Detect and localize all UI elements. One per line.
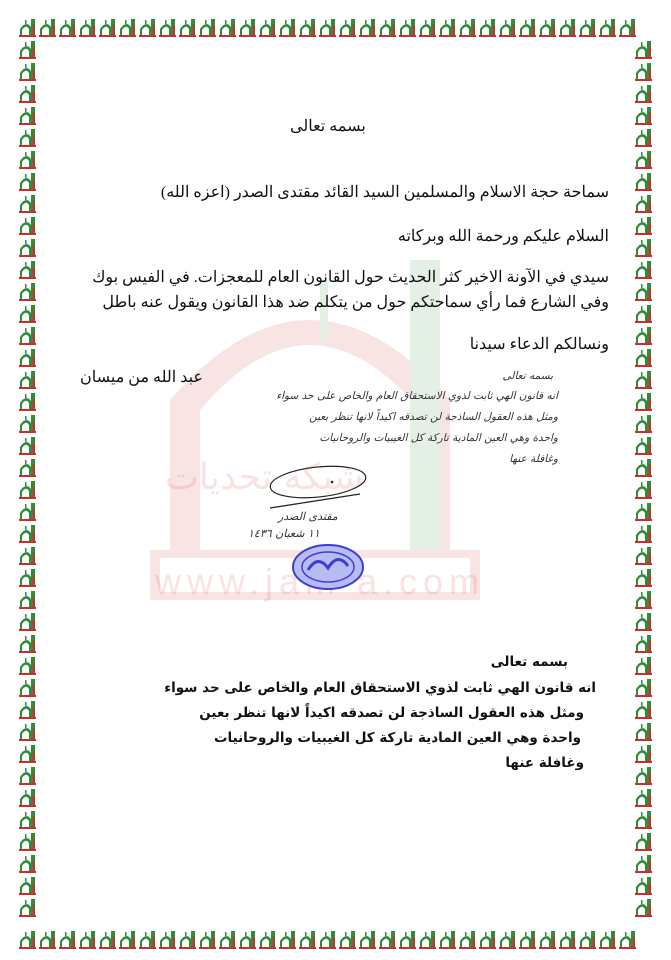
border-mosque-icon	[18, 720, 38, 742]
border-mosque-icon	[378, 16, 398, 38]
border-mosque-icon	[18, 16, 38, 38]
border-mosque-icon	[118, 16, 138, 38]
bottom-border	[18, 928, 638, 950]
border-mosque-icon	[18, 808, 38, 830]
border-mosque-icon	[18, 786, 38, 808]
border-mosque-icon	[158, 928, 178, 950]
border-mosque-icon	[634, 830, 654, 852]
right-border	[634, 38, 654, 918]
handwritten-line-3: ومثل هذه العقول الساذجة لن تصدقه اكيداً لانها تنظر بعين	[309, 411, 558, 423]
border-mosque-icon	[458, 16, 478, 38]
border-mosque-icon	[258, 16, 278, 38]
border-mosque-icon	[38, 16, 58, 38]
border-mosque-icon	[18, 434, 38, 456]
border-mosque-icon	[18, 214, 38, 236]
official-stamp	[290, 542, 366, 592]
handwritten-line-1: بسمه تعالى	[502, 370, 553, 382]
border-mosque-icon	[18, 170, 38, 192]
transcription-line-3: ومثل هذه العقول الساذجة لن تصدقه اكيداً لانها تنظر بعين	[199, 705, 584, 721]
border-mosque-icon	[634, 764, 654, 786]
border-mosque-icon	[478, 928, 498, 950]
border-mosque-icon	[634, 280, 654, 302]
border-mosque-icon	[18, 588, 38, 610]
signature	[250, 462, 380, 512]
border-mosque-icon	[18, 522, 38, 544]
border-mosque-icon	[634, 170, 654, 192]
border-mosque-icon	[58, 928, 78, 950]
border-mosque-icon	[278, 928, 298, 950]
border-mosque-icon	[258, 928, 278, 950]
border-mosque-icon	[78, 928, 98, 950]
border-mosque-icon	[238, 928, 258, 950]
border-mosque-icon	[18, 500, 38, 522]
border-mosque-icon	[138, 928, 158, 950]
transcription-line-5: وغافلة عنها	[505, 755, 584, 771]
border-mosque-icon	[618, 16, 638, 38]
border-mosque-icon	[518, 16, 538, 38]
border-mosque-icon	[558, 928, 578, 950]
border-mosque-icon	[118, 928, 138, 950]
border-mosque-icon	[338, 16, 358, 38]
border-mosque-icon	[634, 104, 654, 126]
border-mosque-icon	[418, 928, 438, 950]
border-mosque-icon	[634, 500, 654, 522]
letter-address: سماحة حجة الاسلام والمسلمين السيد القائد مقتدى الصدر (اعزه الله)	[160, 184, 609, 201]
border-mosque-icon	[18, 610, 38, 632]
border-mosque-icon	[634, 742, 654, 764]
border-mosque-icon	[318, 16, 338, 38]
border-mosque-icon	[278, 16, 298, 38]
signature-name: مقتدى الصدر	[278, 510, 338, 523]
border-mosque-icon	[634, 808, 654, 830]
border-mosque-icon	[18, 192, 38, 214]
border-mosque-icon	[634, 258, 654, 280]
top-border	[18, 16, 638, 38]
border-mosque-icon	[558, 16, 578, 38]
border-mosque-icon	[634, 654, 654, 676]
border-mosque-icon	[58, 16, 78, 38]
border-mosque-icon	[18, 236, 38, 258]
border-mosque-icon	[634, 346, 654, 368]
border-mosque-icon	[18, 280, 38, 302]
border-mosque-icon	[298, 928, 318, 950]
border-mosque-icon	[18, 544, 38, 566]
border-mosque-icon	[18, 126, 38, 148]
border-mosque-icon	[634, 148, 654, 170]
border-mosque-icon	[634, 676, 654, 698]
letter-closing: ونسالكم الدعاء سيدنا	[469, 336, 609, 353]
border-mosque-icon	[518, 928, 538, 950]
border-mosque-icon	[18, 676, 38, 698]
handwritten-line-5: وغافلة عنها	[509, 453, 558, 465]
border-mosque-icon	[634, 632, 654, 654]
border-mosque-icon	[498, 928, 518, 950]
border-mosque-icon	[634, 192, 654, 214]
border-mosque-icon	[18, 38, 38, 60]
border-mosque-icon	[478, 16, 498, 38]
border-mosque-icon	[578, 16, 598, 38]
border-mosque-icon	[18, 566, 38, 588]
border-mosque-icon	[198, 16, 218, 38]
border-mosque-icon	[18, 742, 38, 764]
border-mosque-icon	[18, 302, 38, 324]
border-mosque-icon	[634, 390, 654, 412]
border-mosque-icon	[418, 16, 438, 38]
border-mosque-icon	[634, 126, 654, 148]
border-mosque-icon	[634, 874, 654, 896]
border-mosque-icon	[198, 928, 218, 950]
border-mosque-icon	[634, 698, 654, 720]
border-mosque-icon	[634, 610, 654, 632]
letter-body-line-1: سيدي في الآونة الاخير كثر الحديث حول القانون العام للمعجزات. في الفيس بوك	[92, 269, 609, 286]
border-mosque-icon	[358, 16, 378, 38]
border-mosque-icon	[18, 324, 38, 346]
left-border	[18, 38, 38, 918]
border-mosque-icon	[634, 456, 654, 478]
border-mosque-icon	[18, 478, 38, 500]
signature-date: ١١ شعبان ١٤٣٦	[248, 527, 320, 540]
border-mosque-icon	[18, 368, 38, 390]
border-mosque-icon	[634, 896, 654, 918]
letter-greeting: السلام عليكم ورحمة الله وبركاته	[397, 228, 609, 245]
border-mosque-icon	[634, 214, 654, 236]
border-mosque-icon	[18, 654, 38, 676]
border-mosque-icon	[18, 830, 38, 852]
border-mosque-icon	[18, 104, 38, 126]
transcription-line-1: بسمه تعالى	[490, 654, 568, 670]
border-mosque-icon	[438, 928, 458, 950]
border-mosque-icon	[18, 148, 38, 170]
border-mosque-icon	[498, 16, 518, 38]
border-mosque-icon	[378, 928, 398, 950]
border-mosque-icon	[218, 16, 238, 38]
border-mosque-icon	[18, 60, 38, 82]
border-mosque-icon	[18, 928, 38, 950]
border-mosque-icon	[634, 478, 654, 500]
border-mosque-icon	[78, 16, 98, 38]
border-mosque-icon	[598, 928, 618, 950]
border-mosque-icon	[18, 852, 38, 874]
border-mosque-icon	[158, 16, 178, 38]
letter-body-line-2: وفي الشارع فما رأي سماحتكم حول من يتكلم ضد هذا القانون ويقول عنه باطل	[102, 294, 609, 311]
border-mosque-icon	[634, 852, 654, 874]
border-mosque-icon	[634, 38, 654, 60]
border-mosque-icon	[634, 412, 654, 434]
border-mosque-icon	[138, 16, 158, 38]
border-mosque-icon	[398, 16, 418, 38]
border-mosque-icon	[18, 764, 38, 786]
border-mosque-icon	[18, 632, 38, 654]
border-mosque-icon	[238, 16, 258, 38]
border-mosque-icon	[298, 16, 318, 38]
border-mosque-icon	[98, 16, 118, 38]
border-mosque-icon	[634, 786, 654, 808]
border-mosque-icon	[458, 928, 478, 950]
border-mosque-icon	[634, 302, 654, 324]
border-mosque-icon	[634, 522, 654, 544]
border-mosque-icon	[438, 16, 458, 38]
border-mosque-icon	[618, 928, 638, 950]
border-mosque-icon	[218, 928, 238, 950]
border-mosque-icon	[634, 60, 654, 82]
border-mosque-icon	[634, 566, 654, 588]
border-mosque-icon	[18, 874, 38, 896]
border-mosque-icon	[598, 16, 618, 38]
transcription-line-2: انه قانون الهي ثابت لذوي الاستحقاق العام والخاص على حد سواء	[164, 680, 596, 696]
border-mosque-icon	[634, 720, 654, 742]
border-mosque-icon	[634, 368, 654, 390]
border-mosque-icon	[178, 928, 198, 950]
border-mosque-icon	[358, 928, 378, 950]
watermark-arabic: شبكة تحديات	[165, 457, 364, 498]
border-mosque-icon	[318, 928, 338, 950]
border-mosque-icon	[398, 928, 418, 950]
border-mosque-icon	[18, 82, 38, 104]
border-mosque-icon	[18, 456, 38, 478]
border-mosque-icon	[178, 16, 198, 38]
border-mosque-icon	[338, 928, 358, 950]
handwritten-line-4: واحدة وهي العين المادية تاركة كل الغيبيات والروحانيات	[319, 432, 558, 444]
border-mosque-icon	[98, 928, 118, 950]
border-mosque-icon	[18, 412, 38, 434]
border-mosque-icon	[18, 390, 38, 412]
border-mosque-icon	[38, 928, 58, 950]
letter-sender: عبد الله من ميسان	[80, 369, 204, 386]
border-mosque-icon	[538, 928, 558, 950]
transcription-line-4: واحدة وهي العين المادية تاركة كل الغيبيات والروحانيات	[213, 730, 581, 746]
border-mosque-icon	[634, 588, 654, 610]
border-mosque-icon	[634, 82, 654, 104]
border-mosque-icon	[634, 434, 654, 456]
border-mosque-icon	[634, 324, 654, 346]
border-mosque-icon	[634, 236, 654, 258]
watermark-url: www.jam a.com	[155, 561, 486, 602]
border-mosque-icon	[18, 698, 38, 720]
border-mosque-icon	[578, 928, 598, 950]
handwritten-line-2: انه قانون الهي ثابت لذوي الاستحقاق العام والخاص على حد سواء	[276, 390, 558, 402]
border-mosque-icon	[18, 896, 38, 918]
border-mosque-icon	[538, 16, 558, 38]
border-mosque-icon	[18, 258, 38, 280]
border-mosque-icon	[18, 346, 38, 368]
border-mosque-icon	[634, 544, 654, 566]
letter-heading: بسمه تعالى	[290, 118, 366, 135]
